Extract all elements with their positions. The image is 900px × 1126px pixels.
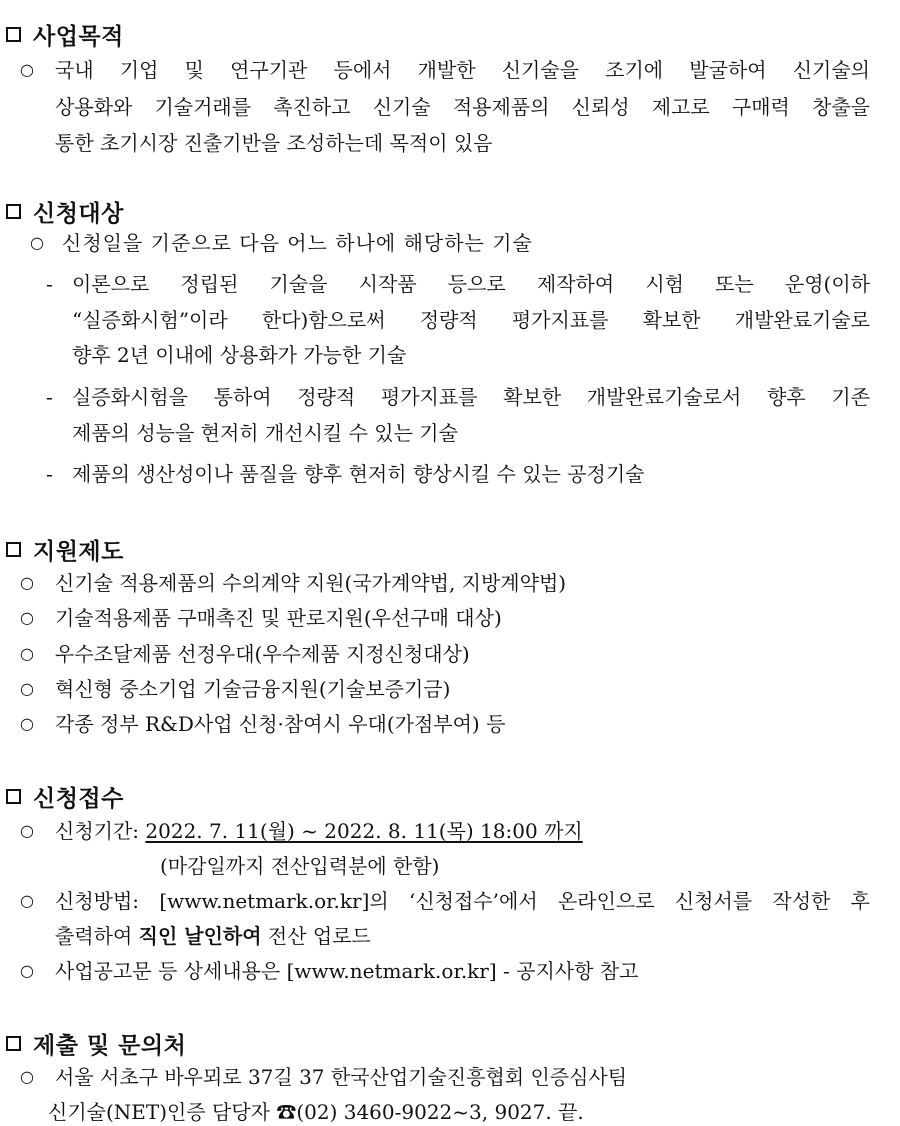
purpose-line-1: 국내 기업 및 연구기관 등에서 개발한 신기술을 조기에 발굴하여 신기술의 <box>55 58 870 82</box>
section-heading-purpose <box>6 18 124 51</box>
circle-bullet-icon: ○ <box>20 573 34 592</box>
circle-bullet-icon: ○ <box>20 961 34 980</box>
application-method-line-2 <box>55 923 371 949</box>
circle-bullet-icon: ○ <box>20 60 34 79</box>
checkbox-square-icon <box>6 204 21 219</box>
application-notice: 사업공고문 등 상세내용은 [www.netmark.or.kr] - 공지사항 참고 <box>55 959 639 983</box>
target-item-1-line-3: 향후 2년 이내에 상용화가 가능한 기술 <box>72 343 407 367</box>
purpose-line-2: 상용화와 기술거래를 촉진하고 신기술 적용제품의 신뢰성 제고로 구매력 창출을 <box>55 95 870 119</box>
period-value: 2022. 7. 11(월) ~ 2022. 8. 11(목) 18:00 까지 <box>145 819 583 843</box>
checkbox-square-icon <box>6 542 21 557</box>
target-item-2-line-2: 제품의 성능을 현저히 개선시킬 수 있는 기술 <box>72 421 458 445</box>
section-heading-support <box>6 533 124 566</box>
circle-bullet-icon: ○ <box>20 1067 34 1086</box>
section-title: 사업목적 <box>33 24 124 50</box>
section-heading-contact <box>6 1027 186 1060</box>
target-intro: 신청일을 기준으로 다음 어느 하나에 해당하는 기술 <box>62 231 533 255</box>
target-item-1-line-2: “실증화시험”이라 한다)함으로써 정량적 평가지표를 확보한 개발완료기술로 <box>72 308 870 332</box>
circle-bullet-icon: ○ <box>20 714 34 733</box>
support-item-3: 우수조달제품 선정우대(우수제품 지정신청대상) <box>55 642 470 666</box>
circle-bullet-icon: ○ <box>20 644 34 663</box>
dash-bullet: - <box>46 462 53 486</box>
support-item-5: 각종 정부 R&D사업 신청·참여시 우대(가점부여) 등 <box>55 712 506 736</box>
target-item-1-line-1: 이론으로 정립된 기술을 시작품 등으로 제작하여 시험 또는 운영(이하 <box>72 272 870 296</box>
support-item-1: 신기술 적용제품의 수의계약 지원(국가계약법, 지방계약법) <box>55 571 567 595</box>
circle-bullet-icon: ○ <box>30 233 44 252</box>
purpose-line-3: 통한 초기시장 진출기반을 조성하는데 목적이 있음 <box>55 131 493 155</box>
target-item-2-line-1: 실증화시험을 통하여 정량적 평가지표를 확보한 개발완료기술로서 향후 기존 <box>72 385 870 409</box>
support-item-2: 기술적용제품 구매촉진 및 판로지원(우선구매 대상) <box>55 606 502 630</box>
method-text: 전산 업로드 <box>261 924 371 948</box>
section-heading-target <box>6 195 124 228</box>
period-label: 신청기간: <box>55 819 146 843</box>
section-title: 지원제도 <box>33 539 124 565</box>
method-text: 출력하여 <box>55 924 139 948</box>
section-title: 신청대상 <box>33 201 124 227</box>
checkbox-square-icon <box>6 27 21 42</box>
contact-line-2: 신기술(NET)인증 담당자 ☎(02) 3460-9022~3, 9027. 끝. <box>48 1100 584 1124</box>
checkbox-square-icon <box>6 789 21 804</box>
section-title: 신청접수 <box>33 786 124 812</box>
support-item-4: 혁신형 중소기업 기술금융지원(기술보증기금) <box>55 677 451 701</box>
dash-bullet: - <box>46 385 53 409</box>
application-period <box>55 818 583 844</box>
section-title: 제출 및 문의처 <box>33 1033 187 1059</box>
section-heading-application <box>6 780 124 813</box>
application-method-line-1: 신청방법: [www.netmark.or.kr]의 ‘신청접수’에서 온라인으로 신청서를 작성한 후 <box>55 889 870 913</box>
period-note: (마감일까지 전산입력분에 한함) <box>160 854 440 878</box>
method-emphasis: 직인 날인하여 <box>138 924 262 948</box>
checkbox-square-icon <box>6 1036 21 1051</box>
circle-bullet-icon: ○ <box>20 608 34 627</box>
circle-bullet-icon: ○ <box>20 679 34 698</box>
circle-bullet-icon: ○ <box>20 821 34 840</box>
circle-bullet-icon: ○ <box>20 891 34 910</box>
contact-line-1: 서울 서초구 바우뫼로 37길 37 한국산업기술진흥협회 인증심사팀 <box>55 1065 628 1089</box>
dash-bullet: - <box>46 272 53 296</box>
target-item-3-line-1: 제품의 생산성이나 품질을 향후 현저히 향상시킬 수 있는 공정기술 <box>72 462 645 486</box>
